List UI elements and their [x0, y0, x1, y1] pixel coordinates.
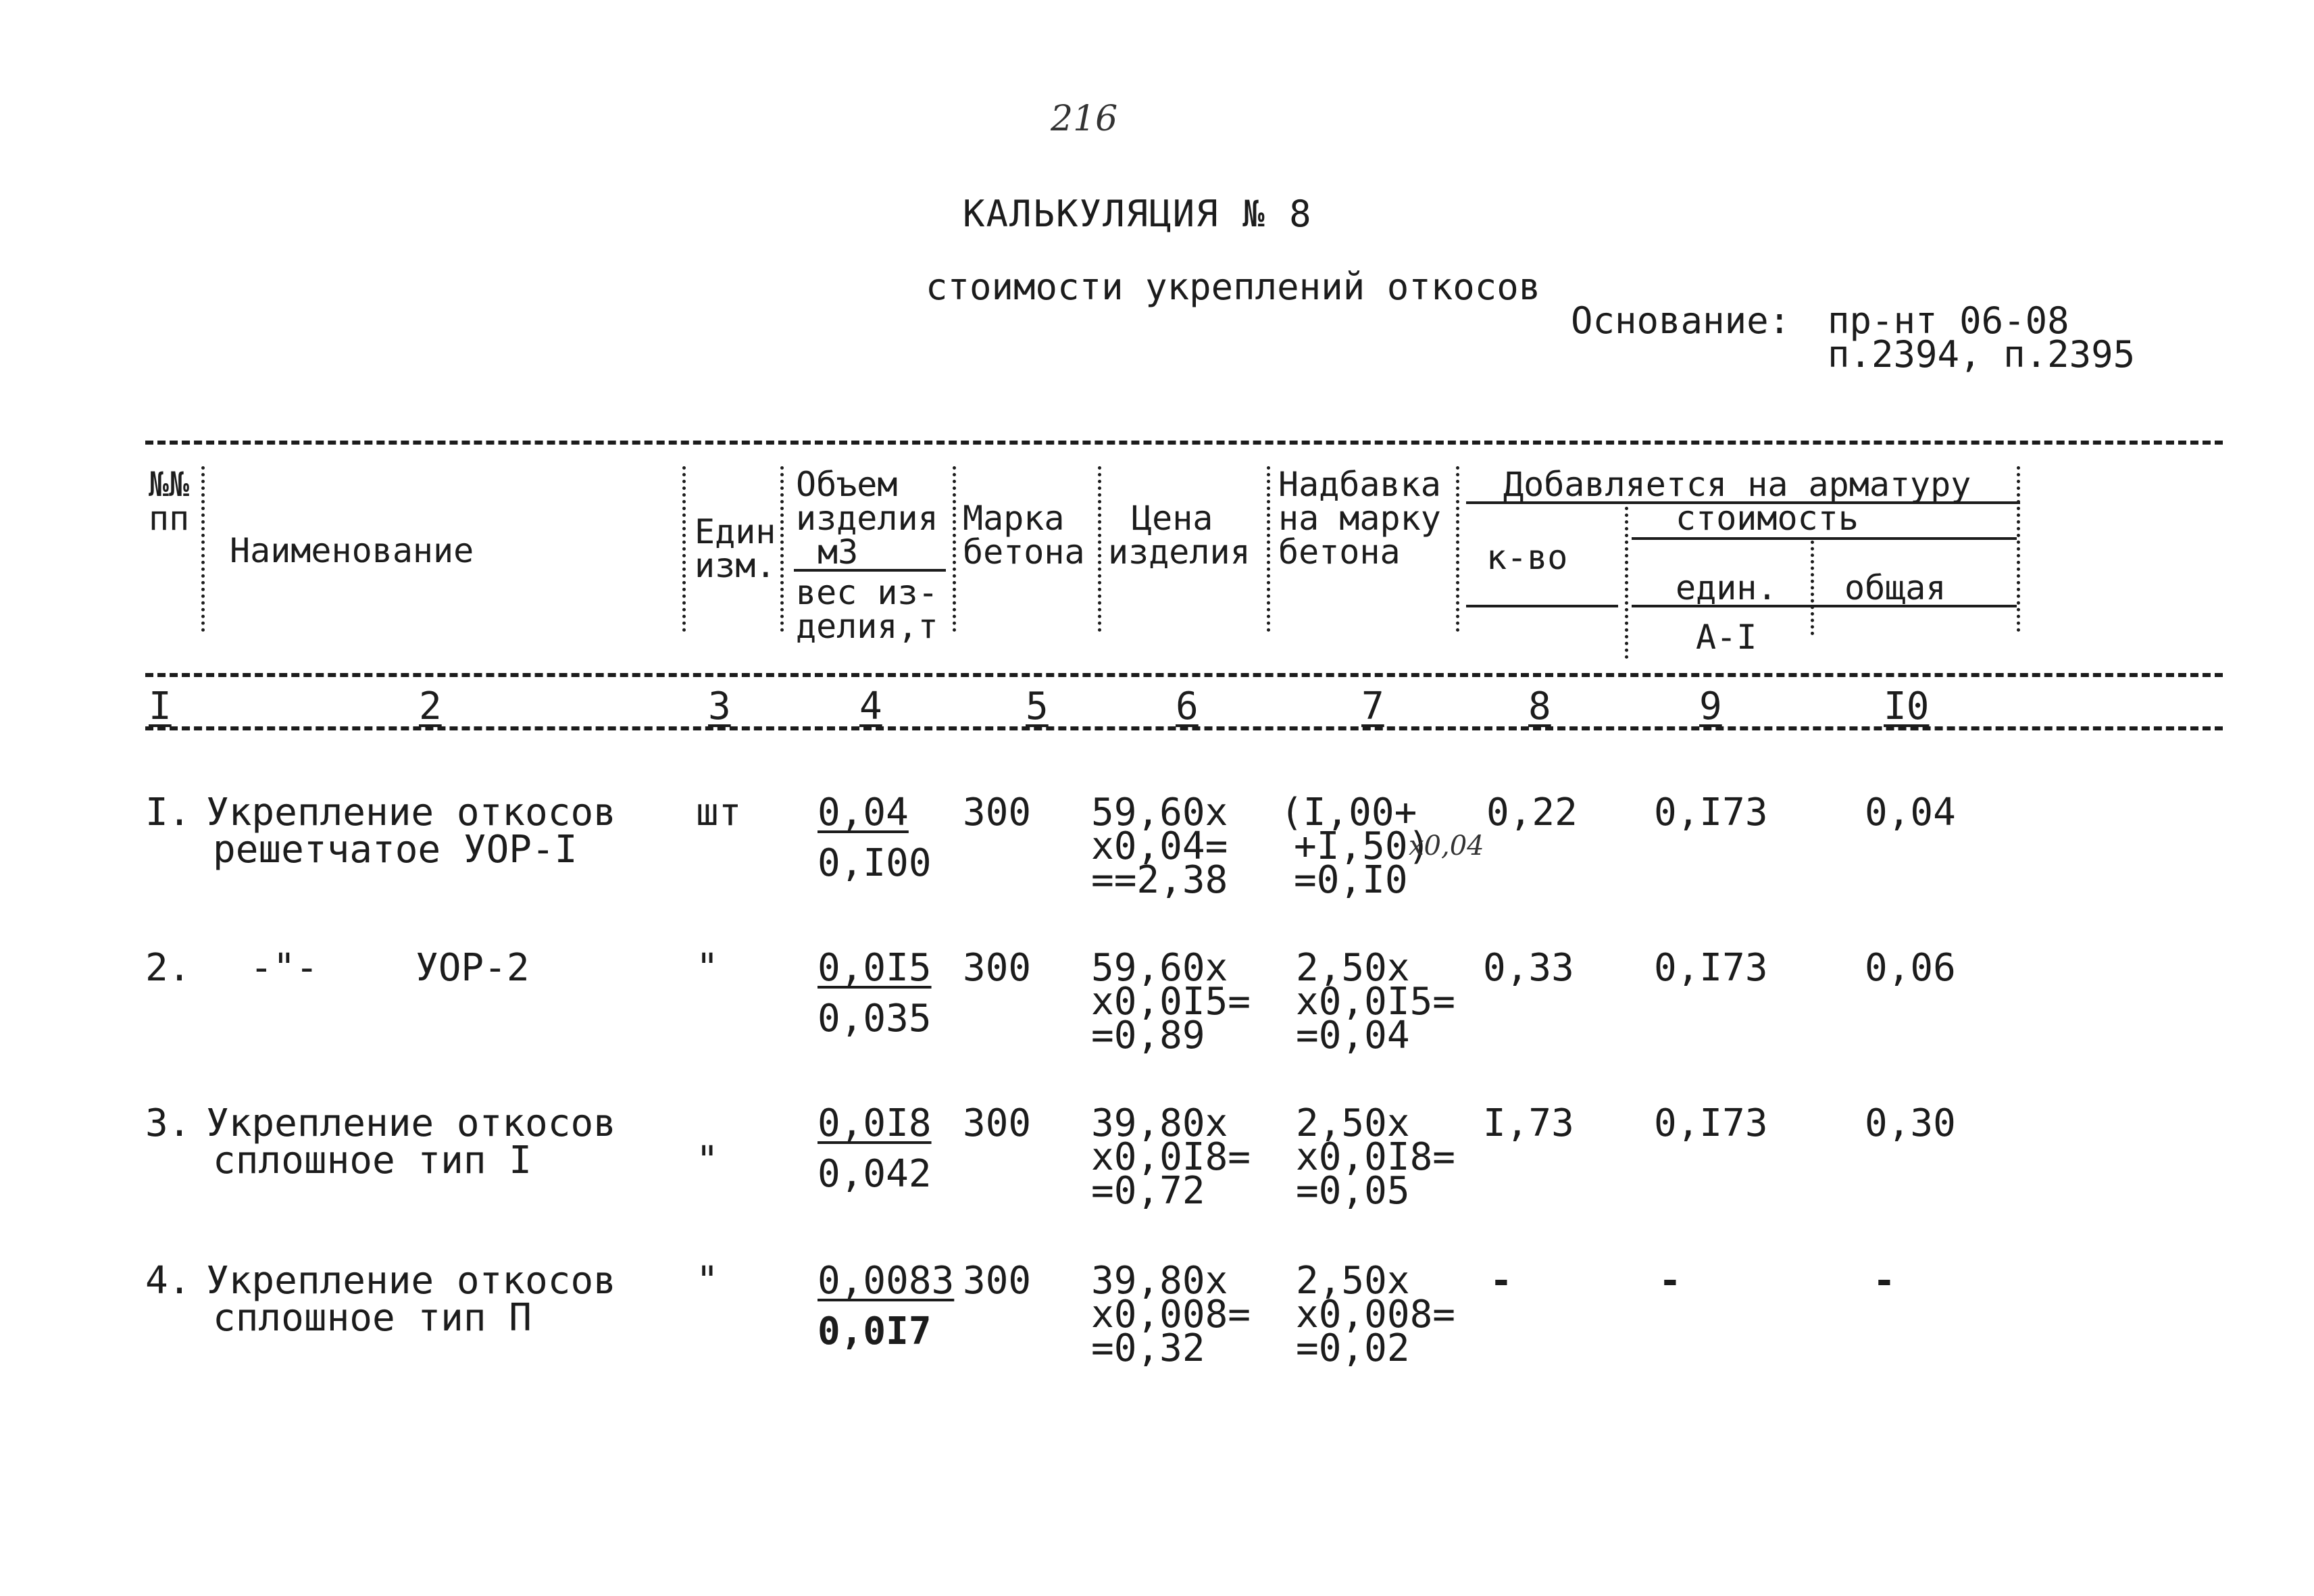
- header-col4-line5: делия,т: [796, 607, 938, 646]
- row-name-code: УОР-2: [416, 946, 530, 990]
- header-col4-line4: вес из-: [796, 573, 938, 612]
- row-number: 3.: [145, 1101, 191, 1145]
- row-price-line3: =0,89: [1091, 1014, 1205, 1057]
- header-col10: общая: [1844, 568, 1946, 607]
- row-price-line2: х0,0I8=: [1091, 1135, 1251, 1179]
- row-weight: 0,0I7: [818, 1310, 932, 1353]
- row-qty: -: [1490, 1259, 1513, 1303]
- row-name-line2: решетчатое УОР-I: [213, 828, 578, 872]
- row-weight: 0,I00: [818, 841, 932, 885]
- row-price-line1: 39,80х: [1091, 1259, 1228, 1303]
- row-surcharge-line2: х0,0I8=: [1296, 1135, 1456, 1179]
- row-price-line1: 59,60х: [1091, 791, 1228, 834]
- col-separator: [1625, 507, 1628, 659]
- row-surcharge-line1: 2,50х: [1296, 1259, 1410, 1303]
- column-number: 5: [1026, 684, 1049, 728]
- col-separator: [1267, 466, 1270, 632]
- header-cost-group: стоимость: [1676, 499, 1859, 538]
- row-price-line2: х0,0I5=: [1091, 980, 1251, 1024]
- header-col7-line3: бетона: [1278, 532, 1401, 572]
- column-number: I0: [1884, 684, 1930, 728]
- row-number: 4.: [145, 1259, 191, 1303]
- row-surcharge-line1: (I,00+: [1280, 791, 1417, 834]
- col-separator: [1456, 466, 1459, 632]
- col-separator: [682, 466, 686, 632]
- row-name-line2: сплошное тип I: [213, 1139, 532, 1182]
- row-volume: 0,0I5: [818, 946, 932, 990]
- column-number: I: [149, 684, 172, 728]
- column-number: 4: [859, 684, 882, 728]
- row-surcharge-line1: 2,50х: [1296, 946, 1410, 990]
- row-unit: ": [696, 946, 719, 990]
- row-surcharge-line2: х0,0I5=: [1296, 980, 1456, 1024]
- column-number: 8: [1528, 684, 1551, 728]
- col-separator: [780, 466, 784, 632]
- col-separator: [1811, 541, 1814, 635]
- column-number: 9: [1699, 684, 1722, 728]
- col-separator: [953, 466, 956, 632]
- row-grade: 300: [963, 1101, 1032, 1145]
- document-subtitle: стоимости укреплений откосов: [926, 266, 1541, 308]
- row-qty: I,73: [1483, 1101, 1574, 1145]
- header-group: Добавляется на арматуру: [1503, 465, 1971, 504]
- weight-divider: [794, 569, 946, 572]
- row-weight: 0,042: [818, 1152, 932, 1196]
- row-name-line1: Укрепление откосов: [206, 1259, 616, 1303]
- row-unit: шт: [696, 791, 742, 834]
- qty-underline: [1466, 605, 1618, 607]
- row-total: 0,04: [1865, 791, 1956, 834]
- row-qty: 0,22: [1486, 791, 1578, 834]
- column-number: 3: [708, 684, 731, 728]
- header-col9: един.: [1676, 568, 1778, 607]
- header-top-rule: [145, 441, 2223, 445]
- row-qty: 0,33: [1483, 946, 1574, 990]
- col-separator: [201, 466, 205, 632]
- row-surcharge-line3: =0,I0: [1294, 858, 1408, 902]
- row-price-line2: х0,04=: [1091, 824, 1228, 868]
- row-surcharge-line2: х0,008=: [1296, 1293, 1456, 1337]
- basis-line-1: пр-нт 06-08: [1828, 299, 2069, 342]
- row-price-line1: 39,80х: [1091, 1101, 1228, 1145]
- row-surcharge-line1: 2,50х: [1296, 1101, 1410, 1145]
- header-col6-line2: изделия: [1108, 532, 1251, 572]
- header-col7-line1: Надбавка: [1278, 465, 1441, 504]
- column-number: 2: [419, 684, 442, 728]
- column-number: 7: [1361, 684, 1384, 728]
- row-unit-cost: 0,I73: [1654, 791, 1768, 834]
- row-surcharge-line2: +I,50): [1294, 824, 1431, 868]
- row-unit-cost: 0,I73: [1654, 946, 1768, 990]
- row-surcharge-line3: =0,05: [1296, 1169, 1410, 1213]
- header-col6-line1: Цена: [1132, 499, 1213, 538]
- header-col1-line1: №№: [149, 465, 190, 504]
- header-bottom-rule: [145, 673, 2223, 677]
- basis-line-2: п.2394, п.2395: [1828, 333, 2136, 376]
- col-separator: [2017, 466, 2020, 632]
- column-number: 6: [1176, 684, 1199, 728]
- row-unit: ": [696, 1259, 719, 1303]
- header-col4-line3: м3: [818, 532, 859, 572]
- row-grade: 300: [963, 791, 1032, 834]
- row-price-line3: ==2,38: [1091, 858, 1228, 902]
- row-name-ditto: -"-: [250, 946, 319, 990]
- page-number: 216: [1051, 99, 1118, 139]
- row-volume: 0,0I8: [818, 1101, 932, 1145]
- row-price-line2: х0,008=: [1091, 1293, 1251, 1337]
- row-price-line1: 59,60х: [1091, 946, 1228, 990]
- row-unit: ": [696, 1139, 719, 1182]
- header-col3-line1: Един: [695, 512, 776, 551]
- header-col3-line2: изм.: [695, 546, 776, 585]
- row-unit-cost: -: [1659, 1259, 1682, 1303]
- row-surcharge-line3: =0,04: [1296, 1014, 1410, 1057]
- document-title: КАЛЬКУЛЯЦИЯ № 8: [963, 193, 1313, 235]
- header-col4-line2: изделия: [796, 499, 938, 538]
- header-col2: Наименование: [230, 531, 474, 570]
- row-volume: 0,04: [818, 791, 909, 834]
- header-col5-line1: Марка: [963, 499, 1065, 538]
- row-surcharge-line3: =0,02: [1296, 1326, 1410, 1370]
- row-weight: 0,035: [818, 997, 932, 1041]
- row-surcharge-note: х0,04: [1409, 830, 1484, 862]
- row-volume: 0,0083: [818, 1259, 955, 1303]
- row-number: 2.: [145, 946, 191, 990]
- row-name-line1: Укрепление откосов: [206, 1101, 616, 1145]
- col-separator: [1098, 466, 1101, 632]
- row-grade: 300: [963, 946, 1032, 990]
- header-col1-line2: пп: [149, 499, 190, 538]
- basis-label: Основание:: [1571, 299, 1791, 342]
- row-total: -: [1873, 1259, 1896, 1303]
- header-col9-sub: А-I: [1696, 618, 1757, 657]
- header-col8: к-во: [1486, 538, 1568, 577]
- row-unit-cost: 0,I73: [1654, 1101, 1768, 1145]
- row-number: I.: [145, 791, 191, 834]
- header-col4-line1: Объем: [796, 465, 898, 504]
- header-col5-line2: бетона: [963, 532, 1085, 572]
- row-price-line3: =0,32: [1091, 1326, 1205, 1370]
- row-name-line2: сплошное тип П: [213, 1296, 532, 1340]
- header-col7-line2: на марку: [1278, 499, 1441, 538]
- row-total: 0,06: [1865, 946, 1956, 990]
- row-name-line1: Укрепление откосов: [206, 791, 616, 834]
- row-price-line3: =0,72: [1091, 1169, 1205, 1213]
- row-total: 0,30: [1865, 1101, 1956, 1145]
- row-grade: 300: [963, 1259, 1032, 1303]
